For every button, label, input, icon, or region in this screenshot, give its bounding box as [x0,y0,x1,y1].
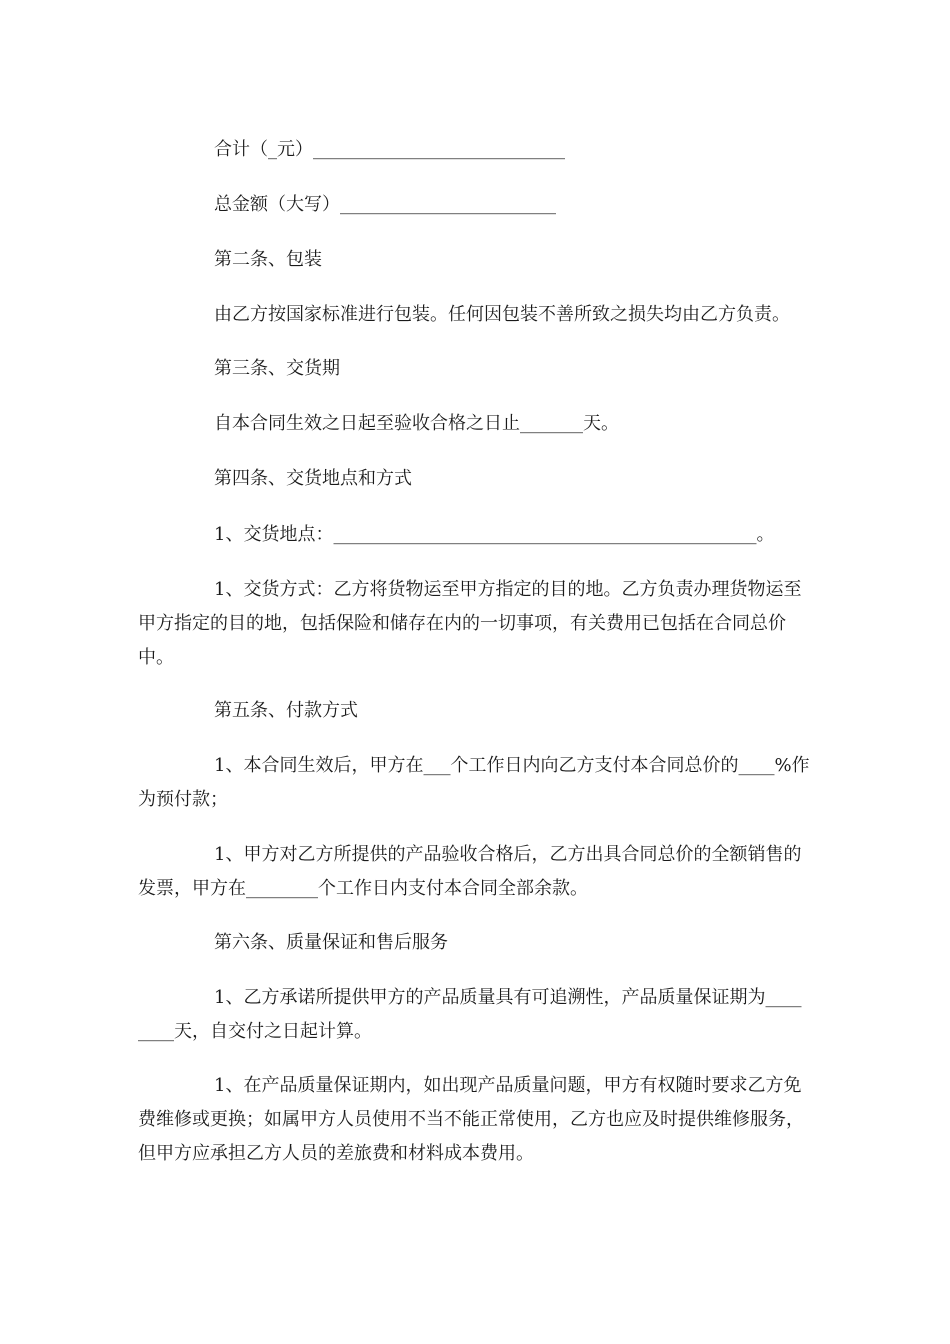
paragraph-packaging: 由乙方按国家标准进行包装。任何因包装不善所致之损失均由乙方负责。 [214,304,790,325]
paragraph-quality-period: 1、乙方承诺所提供甲方的产品质量具有可追溯性，产品质量保证期为________天，自交付之日起计算。 [138,987,802,1042]
heading-article-5-payment: 第五条、付款方式 [214,700,358,721]
heading-article-3-delivery-period: 第三条、交货期 [214,358,340,379]
paragraph-total-amount-words: 总金额（大写）________________________ [214,194,556,215]
paragraph-warranty-service: 1、在产品质量保证期内，如出现产品质量问题，甲方有权随时要求乙方免费维修或更换；如属甲方人员使用不当不能正常使用，乙方也应及时提供维修服务，但甲方应承担乙方人员的差旅费和材料成本费用。 [138,1075,804,1164]
paragraph-total-amount: 合计（_元）____________________________ [214,139,565,160]
paragraph-final-payment: 1、甲方对乙方所提供的产品验收合格后，乙方出具合同总价的全额销售的发票，甲方在________个工作日内支付本合同全部余款。 [138,844,802,899]
paragraph-delivery-period: 自本合同生效之日起至验收合格之日止_______天。 [214,413,619,434]
paragraph-delivery-method: 1、交货方式：乙方将货物运至甲方指定的目的地。乙方负责办理货物运至甲方指定的目的地，包括保险和储存在内的一切事项，有关费用已包括在合同总价中。 [138,579,802,668]
paragraph-advance-payment: 1、本合同生效后，甲方在___个工作日内向乙方支付本合同总价的____%作为预付款； [138,755,810,810]
heading-article-6-quality: 第六条、质量保证和售后服务 [214,932,448,953]
heading-article-2-packaging: 第二条、包装 [214,249,322,270]
heading-article-4-delivery-place: 第四条、交货地点和方式 [214,468,412,489]
paragraph-delivery-place: 1、交货地点：_______________________________________________。 [214,524,775,545]
